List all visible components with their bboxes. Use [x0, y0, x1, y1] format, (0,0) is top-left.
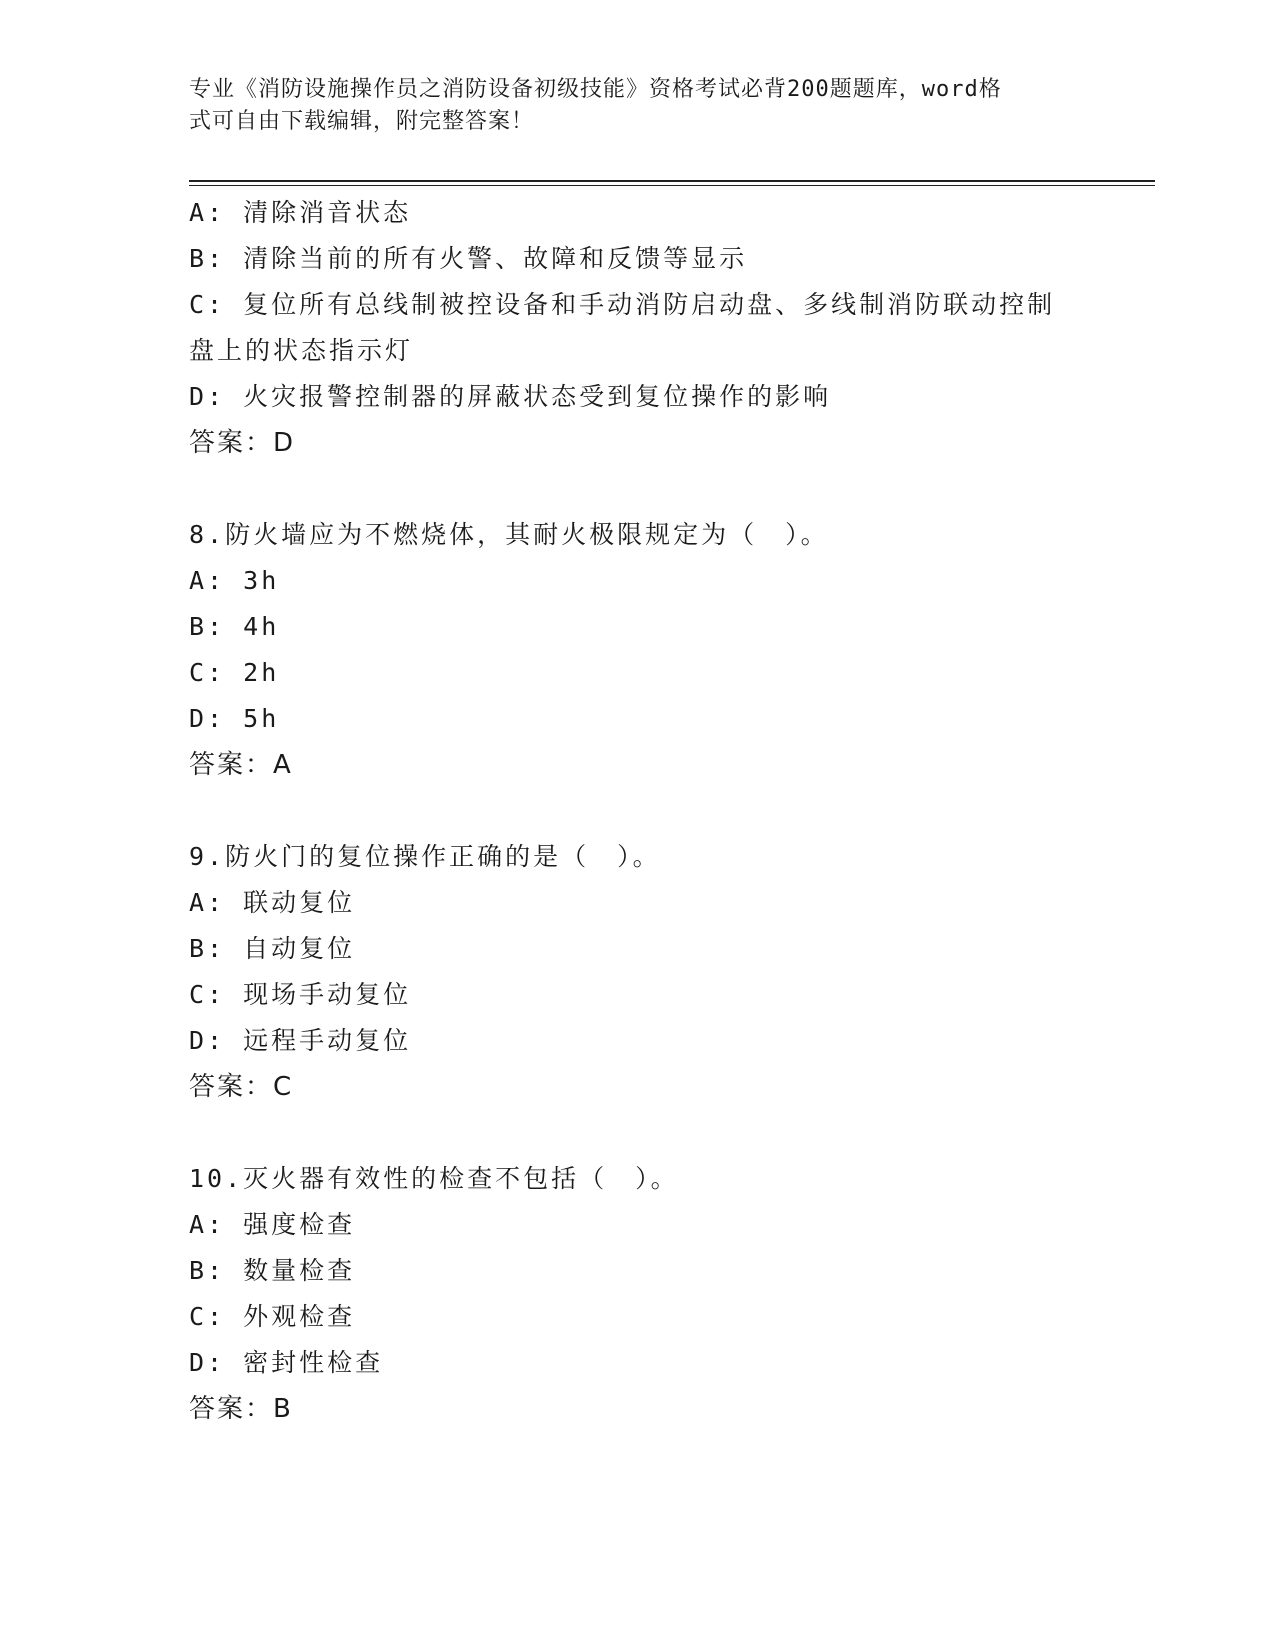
question-block-7	[189, 190, 1149, 466]
option-c: C: 复位所有总线制被控设备和手动消防启动盘、多线制消防联动控制	[189, 290, 1056, 319]
option-c: C: 2h	[189, 658, 280, 687]
question-block-9	[189, 834, 1149, 1110]
header-divider-thick	[189, 180, 1155, 182]
option-d: D: 远程手动复位	[189, 1026, 412, 1055]
option-d: D: 5h	[189, 704, 280, 733]
spacer	[189, 1110, 1149, 1156]
answer-label: 答案：B	[189, 1394, 293, 1424]
question-block-10	[189, 1156, 1149, 1432]
question-block-8	[189, 512, 1149, 788]
header-line-2: 式可自由下载编辑，附完整答案！	[189, 109, 535, 134]
header-line-1: 专业《消防设施操作员之消防设备初级技能》资格考试必背200题题库，word格	[189, 77, 1002, 102]
option-a: A: 强度检查	[189, 1210, 356, 1239]
option-d: D: 火灾报警控制器的屏蔽状态受到复位操作的影响	[189, 382, 832, 411]
option-c: C: 外观检查	[189, 1302, 356, 1331]
answer-label: 答案：A	[189, 750, 293, 780]
option-b: B: 自动复位	[189, 934, 356, 963]
answer-label: 答案：D	[189, 428, 296, 458]
option-b: B: 数量检查	[189, 1256, 356, 1285]
option-a: A: 联动复位	[189, 888, 356, 917]
question-list	[189, 190, 1149, 1432]
question-text: 9.防火门的复位操作正确的是（ ）。	[189, 842, 661, 871]
document-header	[189, 74, 1069, 138]
option-a: A: 3h	[189, 566, 280, 595]
question-text: 8.防火墙应为不燃烧体，其耐火极限规定为（ ）。	[189, 520, 829, 549]
option-c: C: 现场手动复位	[189, 980, 412, 1009]
spacer	[189, 466, 1149, 512]
option-b: B: 清除当前的所有火警、故障和反馈等显示	[189, 244, 748, 273]
option-c-continued: 盘上的状态指示灯	[189, 336, 414, 365]
question-text: 10.灭火器有效性的检查不包括（ ）。	[189, 1164, 679, 1193]
spacer	[189, 788, 1149, 834]
header-divider-thin	[189, 185, 1155, 186]
option-d: D: 密封性检查	[189, 1348, 384, 1377]
option-b: B: 4h	[189, 612, 280, 641]
answer-label: 答案：C	[189, 1072, 294, 1102]
option-a: A: 清除消音状态	[189, 198, 412, 227]
